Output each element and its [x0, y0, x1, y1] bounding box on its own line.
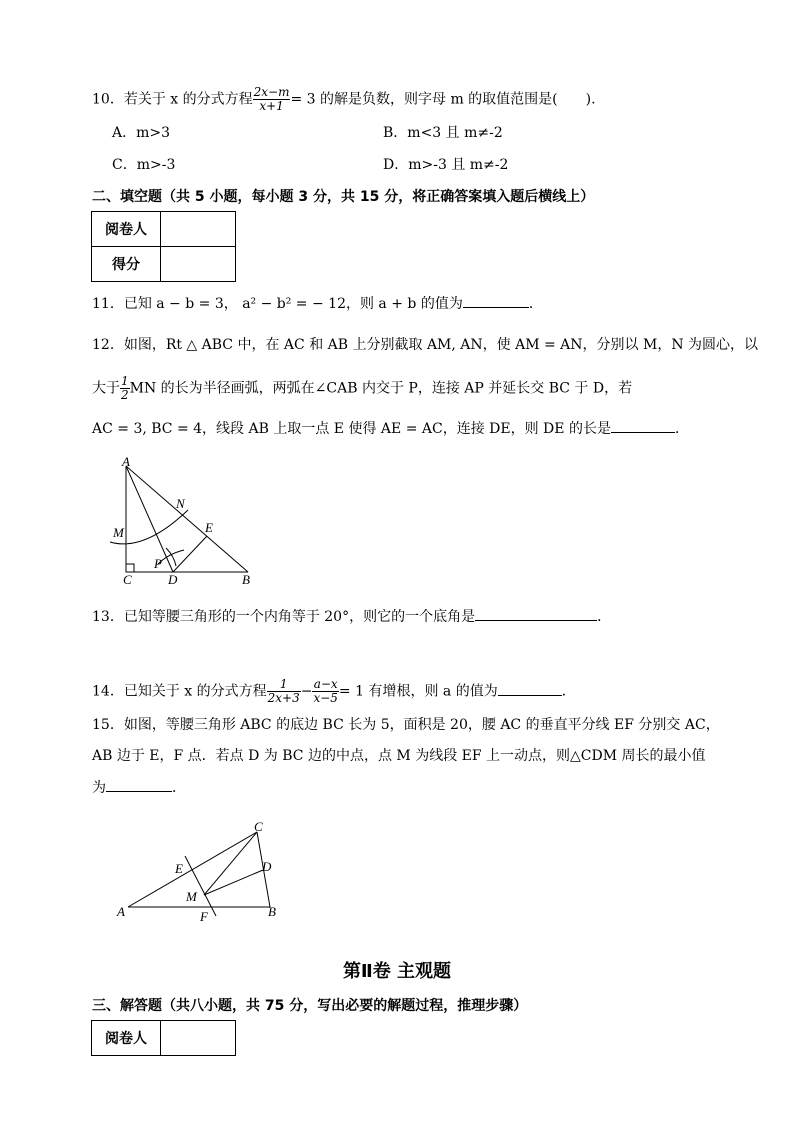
q12-line1: 12．如图，Rt △ ABC 中，在 AC 和 AB 上分别截取 AM, AN，使 AM = AN，分别以 M，N 为圆心，以	[92, 337, 759, 353]
label-b: B	[268, 904, 276, 919]
q12-line2: 大于 $\frac{1}{2}$ MN 的长为半径画弧，两弧在∠CAB 内交于 P，连接 AP 并延长交 BC 于 D，若	[92, 374, 633, 402]
q12-half-fraction: $\frac{1}{2}$	[121, 374, 129, 402]
grader-label: 阅卷人	[92, 1021, 161, 1056]
q15-figure	[112, 820, 292, 930]
q10-suffix: = 3 的解是负数，则字母 m 的取值范围是( ).	[290, 91, 596, 108]
side-ab	[126, 466, 248, 572]
label-n: N	[176, 496, 185, 511]
q10-option-a[interactable]: A．m>3	[112, 125, 171, 141]
grader-field[interactable]	[161, 1021, 236, 1056]
label-p: P	[154, 556, 162, 571]
q14-fraction-1: $\frac{1}{2x+3}$	[267, 677, 300, 705]
q14-fraction-2: $\frac{a-x}{x-5}$	[313, 677, 338, 705]
segment-ad	[126, 466, 173, 572]
grader-label: 阅卷人	[92, 212, 161, 247]
q15-line1: 15．如图，等腰三角形 ABC 的底边 BC 长为 5，面积是 20，腰 AC 的垂直平分线 EF 分别交 AC，	[92, 717, 720, 733]
q12-line3: AC = 3, BC = 4，线段 AB 上取一点 E 使得 AE = AC，连接 DE，则 DE 的长是 ．	[92, 418, 689, 439]
q10-option-d[interactable]: D．m>-3 且 m≠-2	[383, 157, 509, 173]
section3-title: 三、解答题（共八小题，共 75 分，写出必要的解题过程，推理步骤）	[92, 998, 528, 1014]
label-m: M	[113, 525, 124, 540]
part2-title: 第Ⅱ卷 主观题	[342, 961, 452, 982]
score-field[interactable]	[161, 247, 236, 282]
label-m: M	[186, 889, 197, 904]
q10-fraction: $\frac{2x-m}{x+1}$	[253, 85, 290, 113]
segment-de	[173, 536, 207, 572]
label-e: E	[205, 520, 213, 535]
q13-stem: 13．已知等腰三角形的一个内角等于 20°，则它的一个底角是 ．	[92, 606, 611, 627]
label-c: C	[123, 572, 132, 586]
q12-figure	[104, 456, 264, 586]
segment-md	[204, 870, 263, 895]
label-b: B	[242, 572, 250, 586]
q15-answer-blank[interactable]	[106, 777, 172, 792]
q10-prefix: 10．若关于 x 的分式方程	[92, 91, 253, 108]
label-d: D	[168, 572, 178, 586]
label-c: C	[254, 820, 263, 834]
q15-line2: AB 边于 E，F 点．若点 D 为 BC 边的中点，点 M 为线段 EF 上一动点，则△CDM 周长的最小值	[92, 748, 706, 764]
score-label: 得分	[92, 247, 161, 282]
label-a: A	[117, 904, 125, 919]
label-e: E	[175, 861, 183, 876]
q14-stem: 14．已知关于 x 的分式方程 $\frac{1}{2x+3}$ − $\frac{a-x}{x-5}$ = 1 有增根，则 a 的值为 ．	[92, 677, 576, 705]
grader-field[interactable]	[161, 212, 236, 247]
q15-line3: 为 ．	[92, 777, 186, 798]
q10-option-b[interactable]: B．m<3 且 m≠-2	[383, 125, 503, 141]
q11-stem: 11．已知 a − b = 3， a² − b² = − 12，则 a + b 的值为 ．	[92, 293, 543, 314]
section2-grading-table	[91, 211, 236, 282]
q13-answer-blank[interactable]	[475, 606, 597, 621]
label-a: A	[122, 456, 130, 469]
right-angle-mark	[126, 564, 134, 572]
label-d: D	[262, 859, 272, 874]
label-f: F	[200, 909, 208, 924]
segment-cm	[204, 832, 257, 895]
q14-answer-blank[interactable]	[498, 681, 562, 696]
section2-title: 二、填空题（共 5 小题，每小题 3 分，共 15 分，将正确答案填入题后横线上）	[92, 189, 595, 205]
q11-answer-blank[interactable]	[463, 293, 529, 308]
q10-stem	[92, 86, 596, 113]
section3-grading-table	[91, 1020, 236, 1056]
q10-option-c[interactable]: C．m>-3	[112, 157, 176, 173]
q12-answer-blank[interactable]	[611, 418, 675, 433]
